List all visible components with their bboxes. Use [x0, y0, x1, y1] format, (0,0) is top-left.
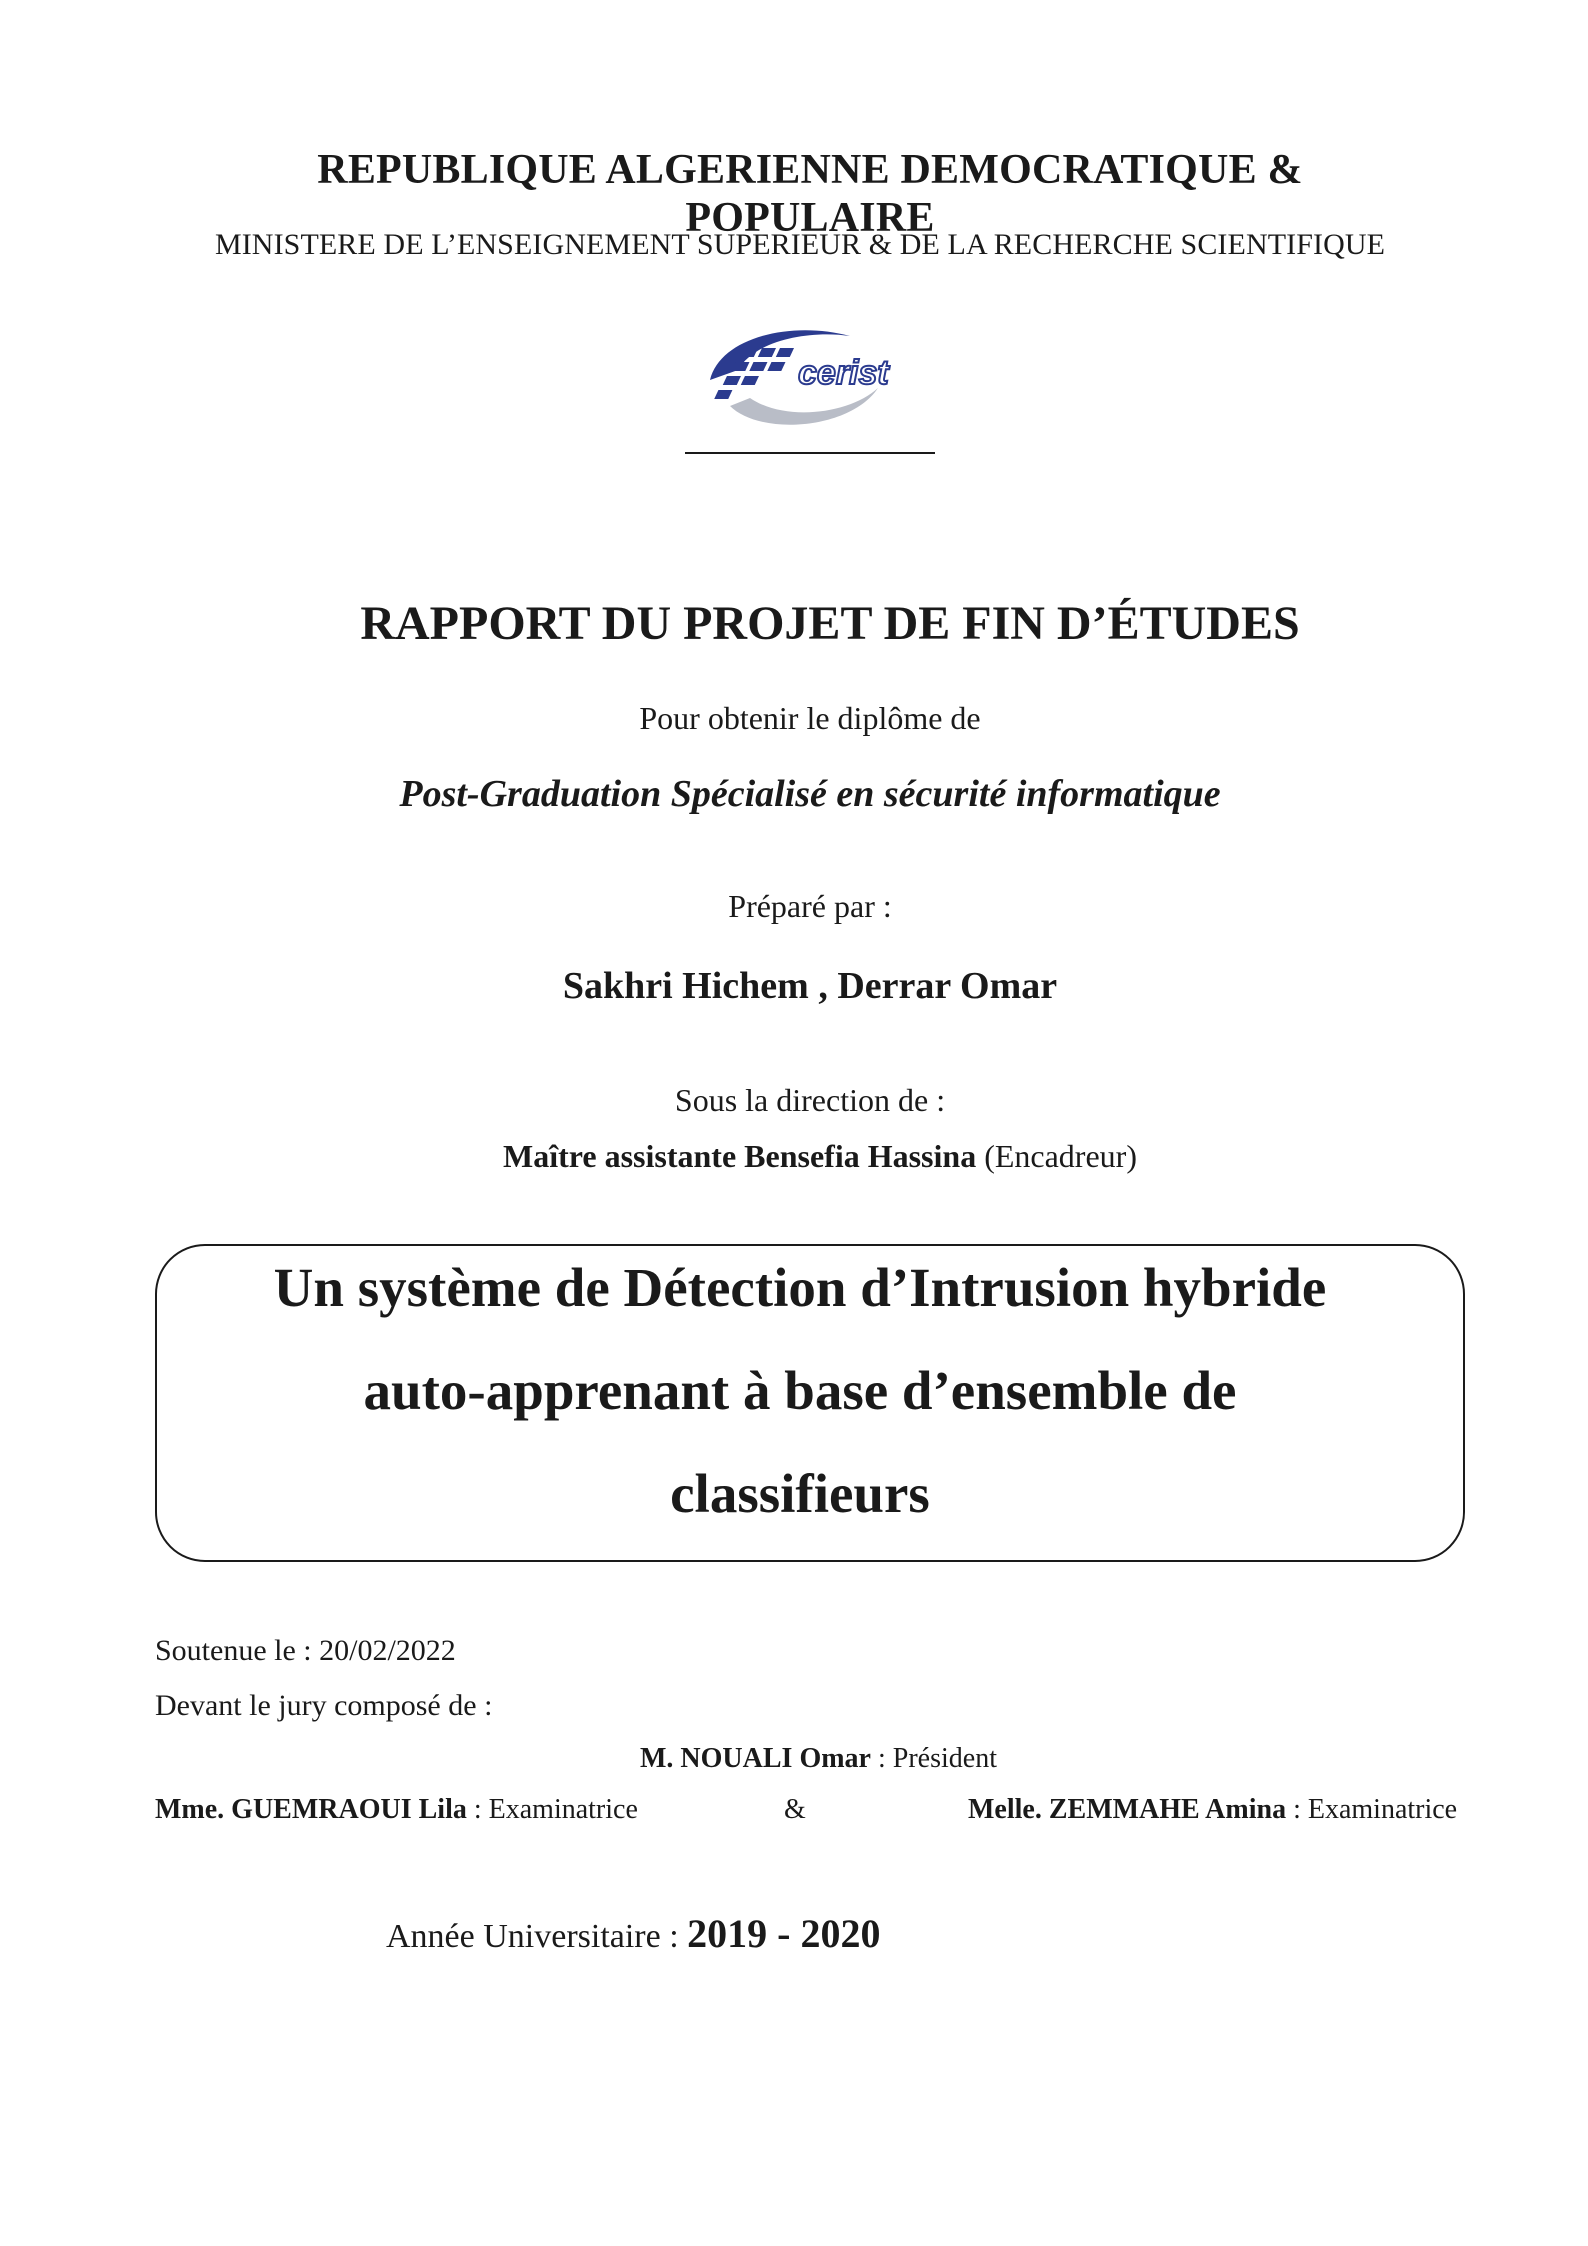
logo-divider: [685, 452, 935, 454]
supervisor: [380, 1138, 1260, 1175]
jury-president: [640, 1743, 997, 1775]
jury-member-role: : Examinatrice: [1286, 1794, 1458, 1825]
direction-label: Sous la direction de :: [674, 1082, 946, 1118]
thesis-title-line: Un système de Détection d’Intrusion hybride: [273, 1257, 1327, 1318]
academic-year-label: Année Universitaire :: [386, 1918, 688, 1955]
jury-examiner-1: [155, 1794, 638, 1826]
logo-grey-arc: [730, 388, 878, 425]
cerist-logo: [700, 318, 940, 433]
logo-wordmark: cerist: [798, 354, 889, 392]
thesis-title: [180, 1236, 1420, 1545]
report-title: RAPPORT DU PROJET DE FIN D’ÉTUDES: [360, 597, 1300, 650]
academic-year-value: 2019 - 2020: [687, 1911, 881, 1956]
obtain-label: Pour obtenir le diplôme de: [639, 700, 981, 736]
academic-year: [386, 1910, 881, 1957]
prepared-by-label: Préparé par :: [728, 888, 892, 924]
jury-label: Devant le jury composé de :: [155, 1689, 493, 1722]
defense-date: Soutenue le : 20/02/2022: [155, 1634, 456, 1667]
authors: Sakhri Hichem , Derrar Omar: [562, 965, 1058, 1007]
supervisor-role: (Encadreur): [984, 1138, 1137, 1174]
jury-ampersand: &: [784, 1794, 806, 1825]
jury-member-name: M. NOUALI Omar: [640, 1743, 871, 1774]
supervisor-name: Maître assistante Bensefia Hassina: [503, 1138, 977, 1174]
jury-member-name: Mme. GUEMRAOUI Lila: [155, 1794, 467, 1825]
thesis-title-line: classifieurs: [670, 1463, 930, 1524]
thesis-title-line: auto-apprenant à base d’ensemble de: [363, 1360, 1237, 1421]
republic-heading: REPUBLIQUE ALGERIENNE DEMOCRATIQUE & POPULAIRE: [317, 147, 1303, 241]
jury-examiner-2: [968, 1794, 1457, 1826]
jury-member-name: Melle. ZEMMAHE Amina: [968, 1794, 1287, 1825]
jury-member-role: : Président: [870, 1743, 997, 1774]
ministry-heading: MINISTERE DE L’ENSEIGNEMENT SUPERIEUR & DE LA RECHERCHE SCIENTIFIQUE: [214, 228, 1386, 261]
degree-name: Post-Graduation Spécialisé en sécurité informatique: [399, 773, 1221, 815]
jury-member-role: : Examinatrice: [466, 1794, 638, 1825]
